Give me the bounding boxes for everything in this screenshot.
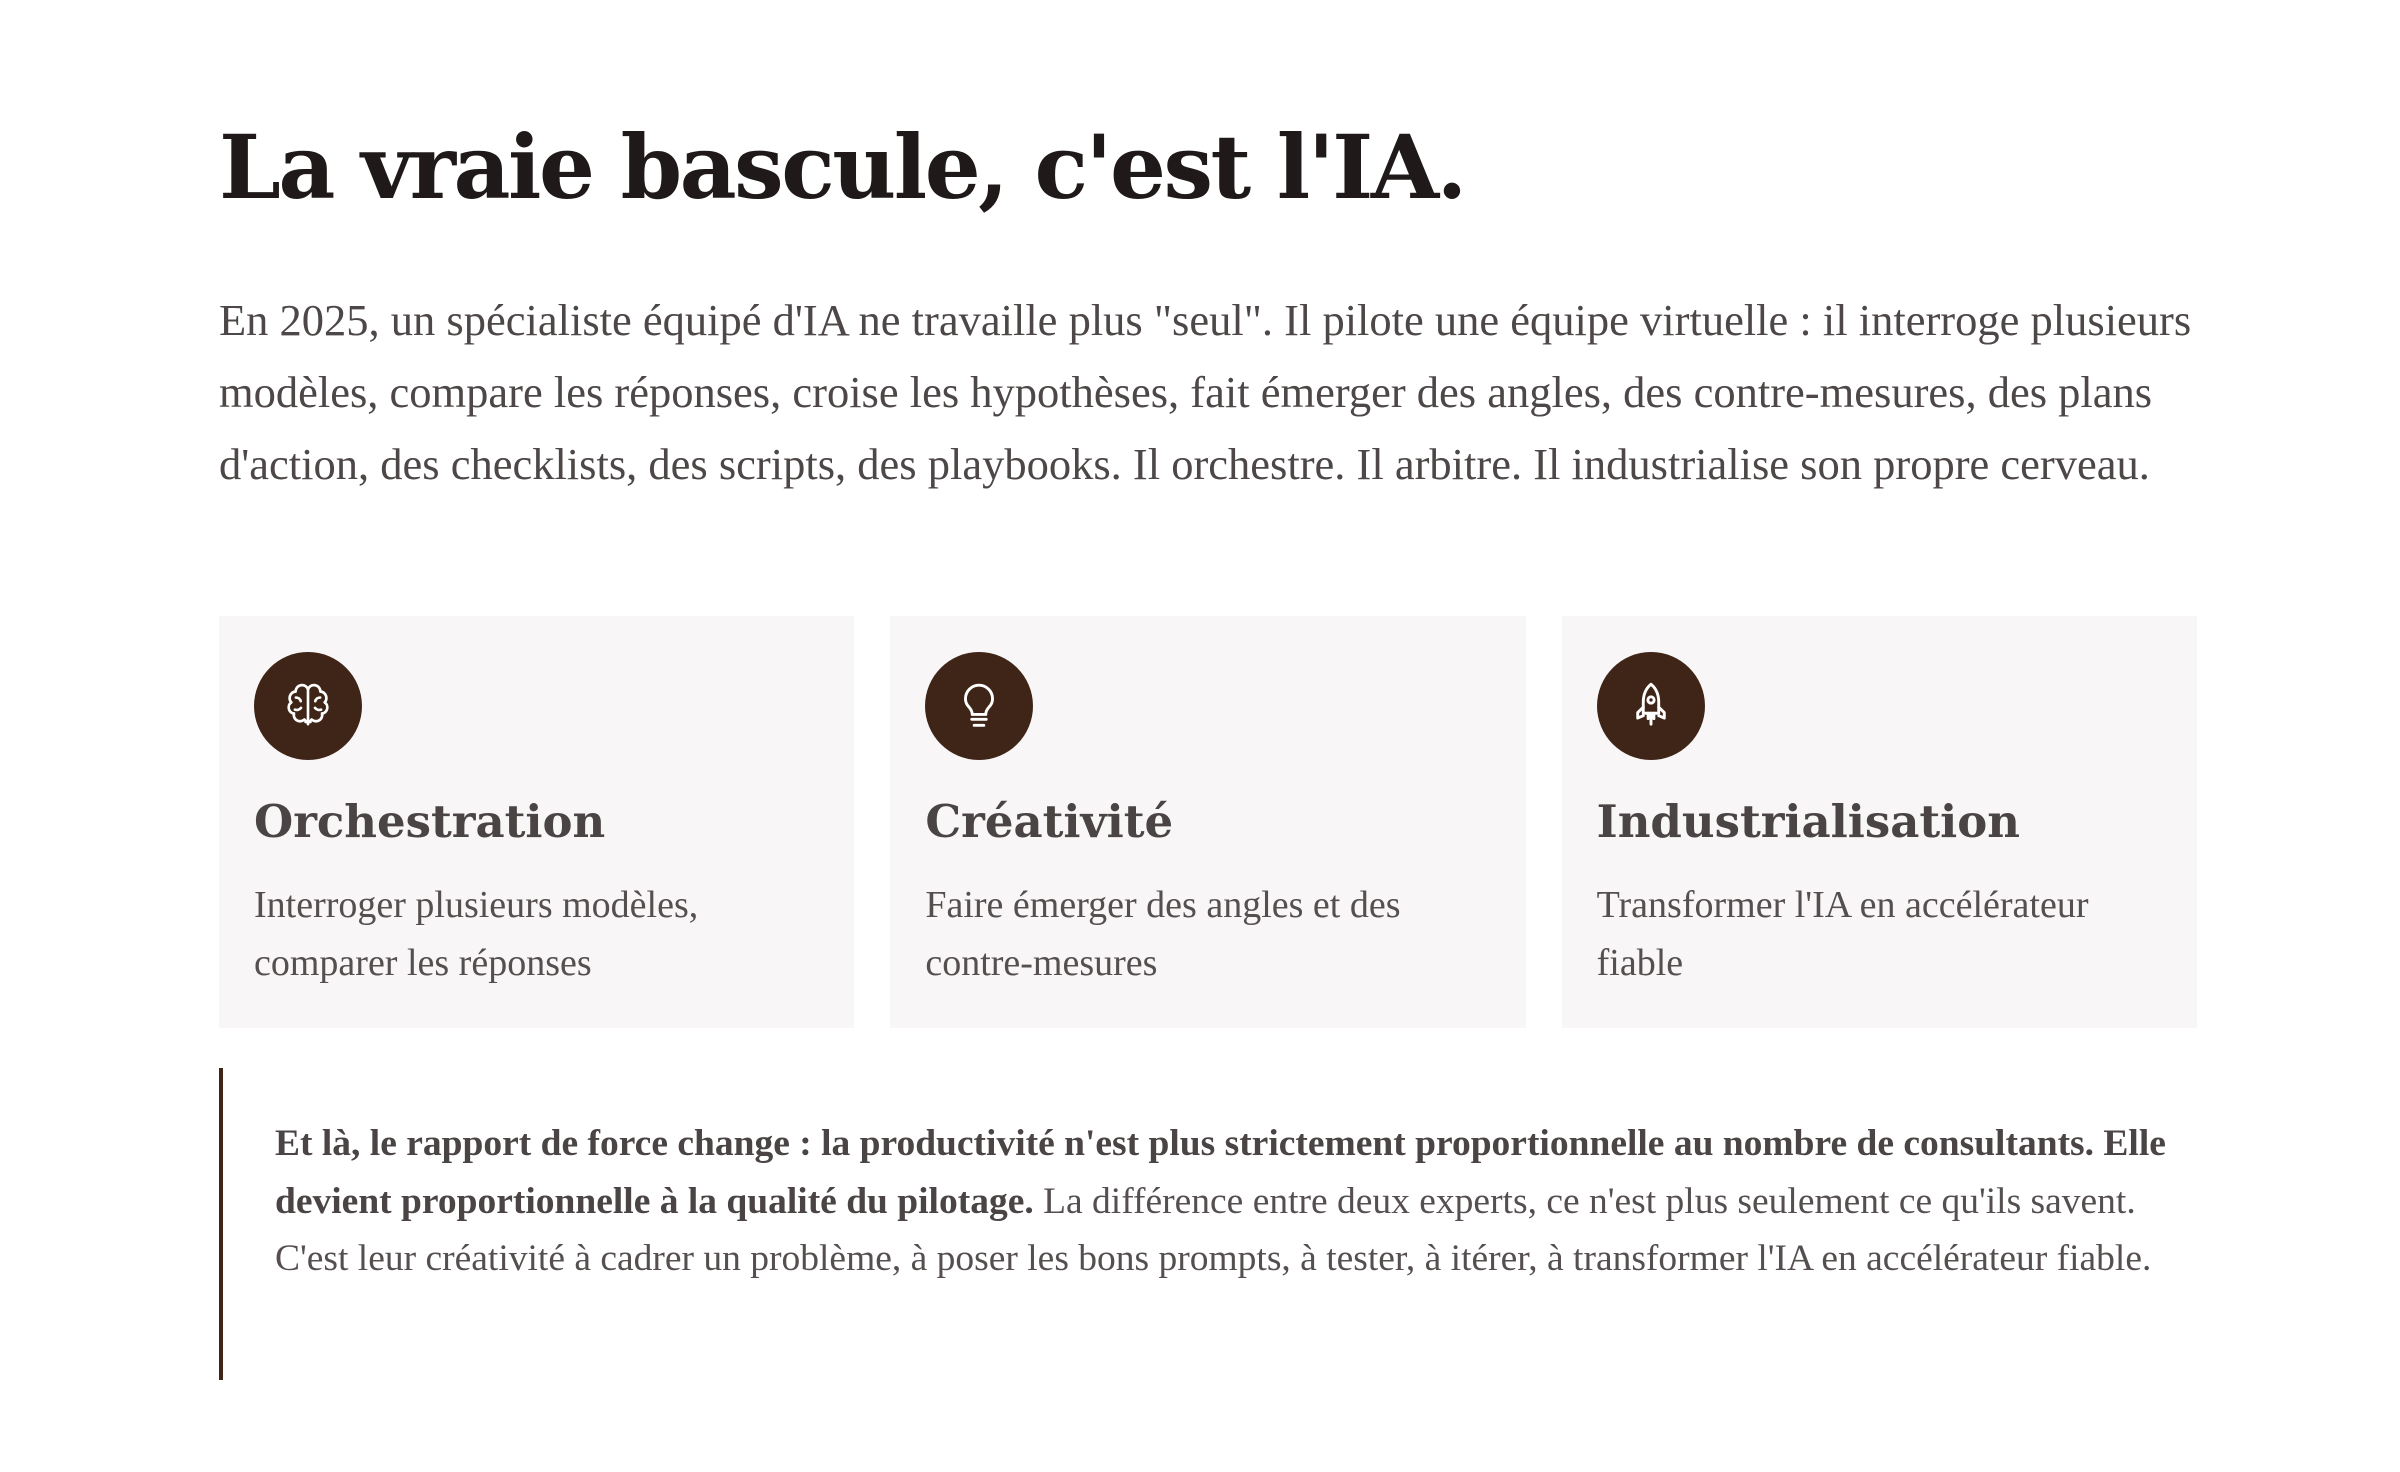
lightbulb-icon: [925, 652, 1033, 760]
quote-text: [275, 1115, 2197, 1288]
brain-icon: [254, 652, 362, 760]
card-title: Industrialisation: [1596, 795, 2020, 848]
section-title: La vraie bascule, c'est l'IA.: [219, 115, 1465, 219]
quote-body: La différence entre deux experts, ce n'est plus seulement ce qu'ils savent. C'est leur créativité à cadrer un problème, à poser les bons prompts, à tester, à itérer, à transformer l'IA en accélérateur fiable.: [275, 1180, 2152, 1279]
highlight-quote: [219, 1068, 2197, 1380]
rocket-icon: [1597, 652, 1705, 760]
quote-emphasis: Et là, le rapport de force change : la productivité n'est plus strictement proportionnelle au nombre de consultants. Elle devient proportionnelle à la qualité du pilotage.: [275, 1123, 2166, 1222]
feature-card-industrialisation: [1562, 616, 2197, 1028]
intro-paragraph: En 2025, un spécialiste équipé d'IA ne travaille plus "seul". Il pilote une équipe virtuelle : il interroge plusieurs modèles, compare les réponses, croise les hypothèses, fait émerger des angles, des contre-mesures, des plans d'action, des checklists, des scripts, des playbooks. Il orchestre. Il arbitre. Il industrialise son propre cerveau.: [219, 295, 2192, 489]
card-description: Transformer l'IA en accélérateur fiable: [1596, 884, 2089, 984]
card-title: Orchestration: [254, 795, 606, 848]
card-description: Interroger plusieurs modèles, comparer les réponses: [254, 884, 699, 984]
feature-cards: [219, 616, 2197, 1028]
card-description: Faire émerger des angles et des contre-mesures: [925, 884, 1401, 984]
feature-card-creativite: [890, 616, 1525, 1028]
card-title: Créativité: [925, 795, 1174, 848]
feature-card-orchestration: [219, 616, 854, 1028]
